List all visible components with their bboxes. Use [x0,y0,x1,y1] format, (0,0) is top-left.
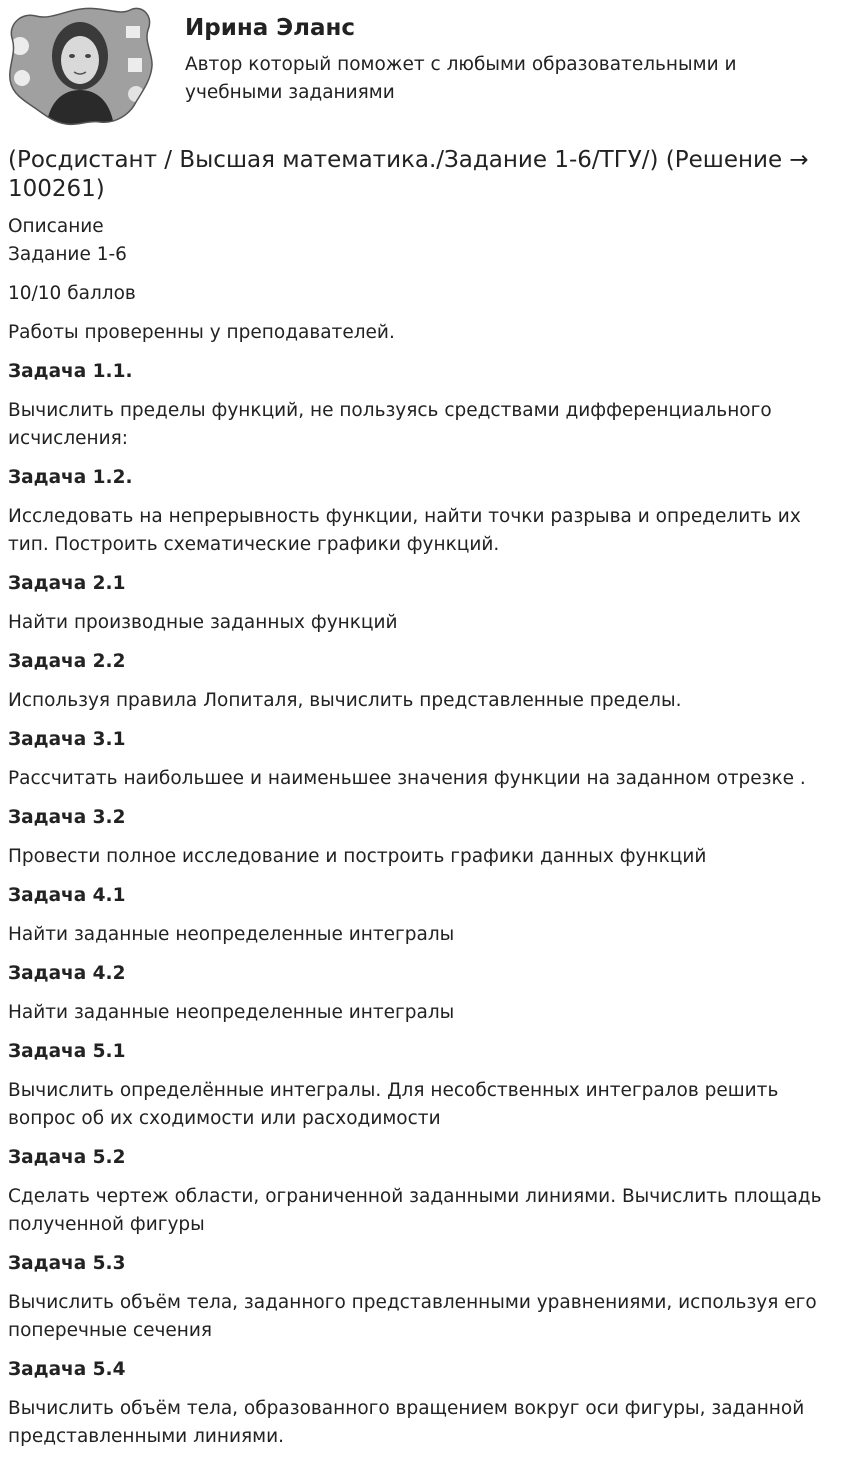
task-item [8,804,840,871]
task-text: Вычислить объём тела, заданного представленными уравнениями, используя его поперечные сечения [8,1292,817,1341]
task-text: Провести полное исследование и построить графики данных функций [8,846,707,867]
author-avatar [8,6,154,126]
task-title: Задача 4.2 [8,963,126,984]
task-text: Сделать чертеж области, ограниченной заданными линиями. Вычислить площадь полученной фигуры [8,1186,822,1235]
task-item [8,1356,840,1451]
task-title: Задача 5.4 [8,1359,126,1380]
task-text: Рассчитать наибольшее и наименьшее значения функции на заданном отрезке . [8,768,806,789]
task-item [8,726,840,793]
task-title: Задача 3.1 [8,729,126,750]
task-text: Найти заданные неопределенные интегралы [8,924,455,945]
author-name: Ирина Эланс [185,15,356,41]
assignment-label: Задание 1-6 [8,244,127,265]
page-title: (Росдистант / Высшая математика./Задание 1-6/ТГУ/) (Решение → 100261) [8,147,809,202]
task-title: Задача 2.2 [8,651,126,672]
task-item [8,464,840,559]
main-content [8,146,840,1451]
score-label: 10/10 баллов [8,283,136,304]
task-item [8,960,840,1027]
task-title: Задача 4.1 [8,885,126,906]
task-title: Задача 2.1 [8,573,126,594]
task-item [8,882,840,949]
description-heading: Описание [8,216,104,237]
task-title: Задача 5.1 [8,1041,126,1062]
task-item [8,570,840,637]
task-text: Найти производные заданных функций [8,612,398,633]
task-text: Вычислить объём тела, образованного вращением вокруг оси фигуры, заданной представленными линиями. [8,1398,805,1447]
task-item [8,358,840,453]
task-item [8,1038,840,1133]
author-header [8,6,838,128]
task-item [8,1144,840,1239]
task-title: Задача 5.3 [8,1253,126,1274]
task-text: Вычислить пределы функций, не пользуясь средствами дифференциального исчисления: [8,400,772,449]
task-text: Найти заданные неопределенные интегралы [8,1002,455,1023]
task-item [8,648,840,715]
task-item [8,1250,840,1345]
task-title: Задача 1.2. [8,467,133,488]
task-title: Задача 3.2 [8,807,126,828]
task-text: Вычислить определённые интегралы. Для несобственных интегралов решить вопрос об их сходимости или расходимости [8,1080,779,1129]
task-title: Задача 5.2 [8,1147,126,1168]
checked-note: Работы проверенны у преподавателей. [8,322,395,343]
author-description: Автор который поможет с любыми образовательными и учебными заданиями [185,54,737,103]
task-text: Исследовать на непрерывность функции, найти точки разрыва и определить их тип. Построить схематические графики функций. [8,506,801,555]
task-title: Задача 1.1. [8,361,133,382]
task-text: Используя правила Лопиталя, вычислить представленные пределы. [8,690,682,711]
